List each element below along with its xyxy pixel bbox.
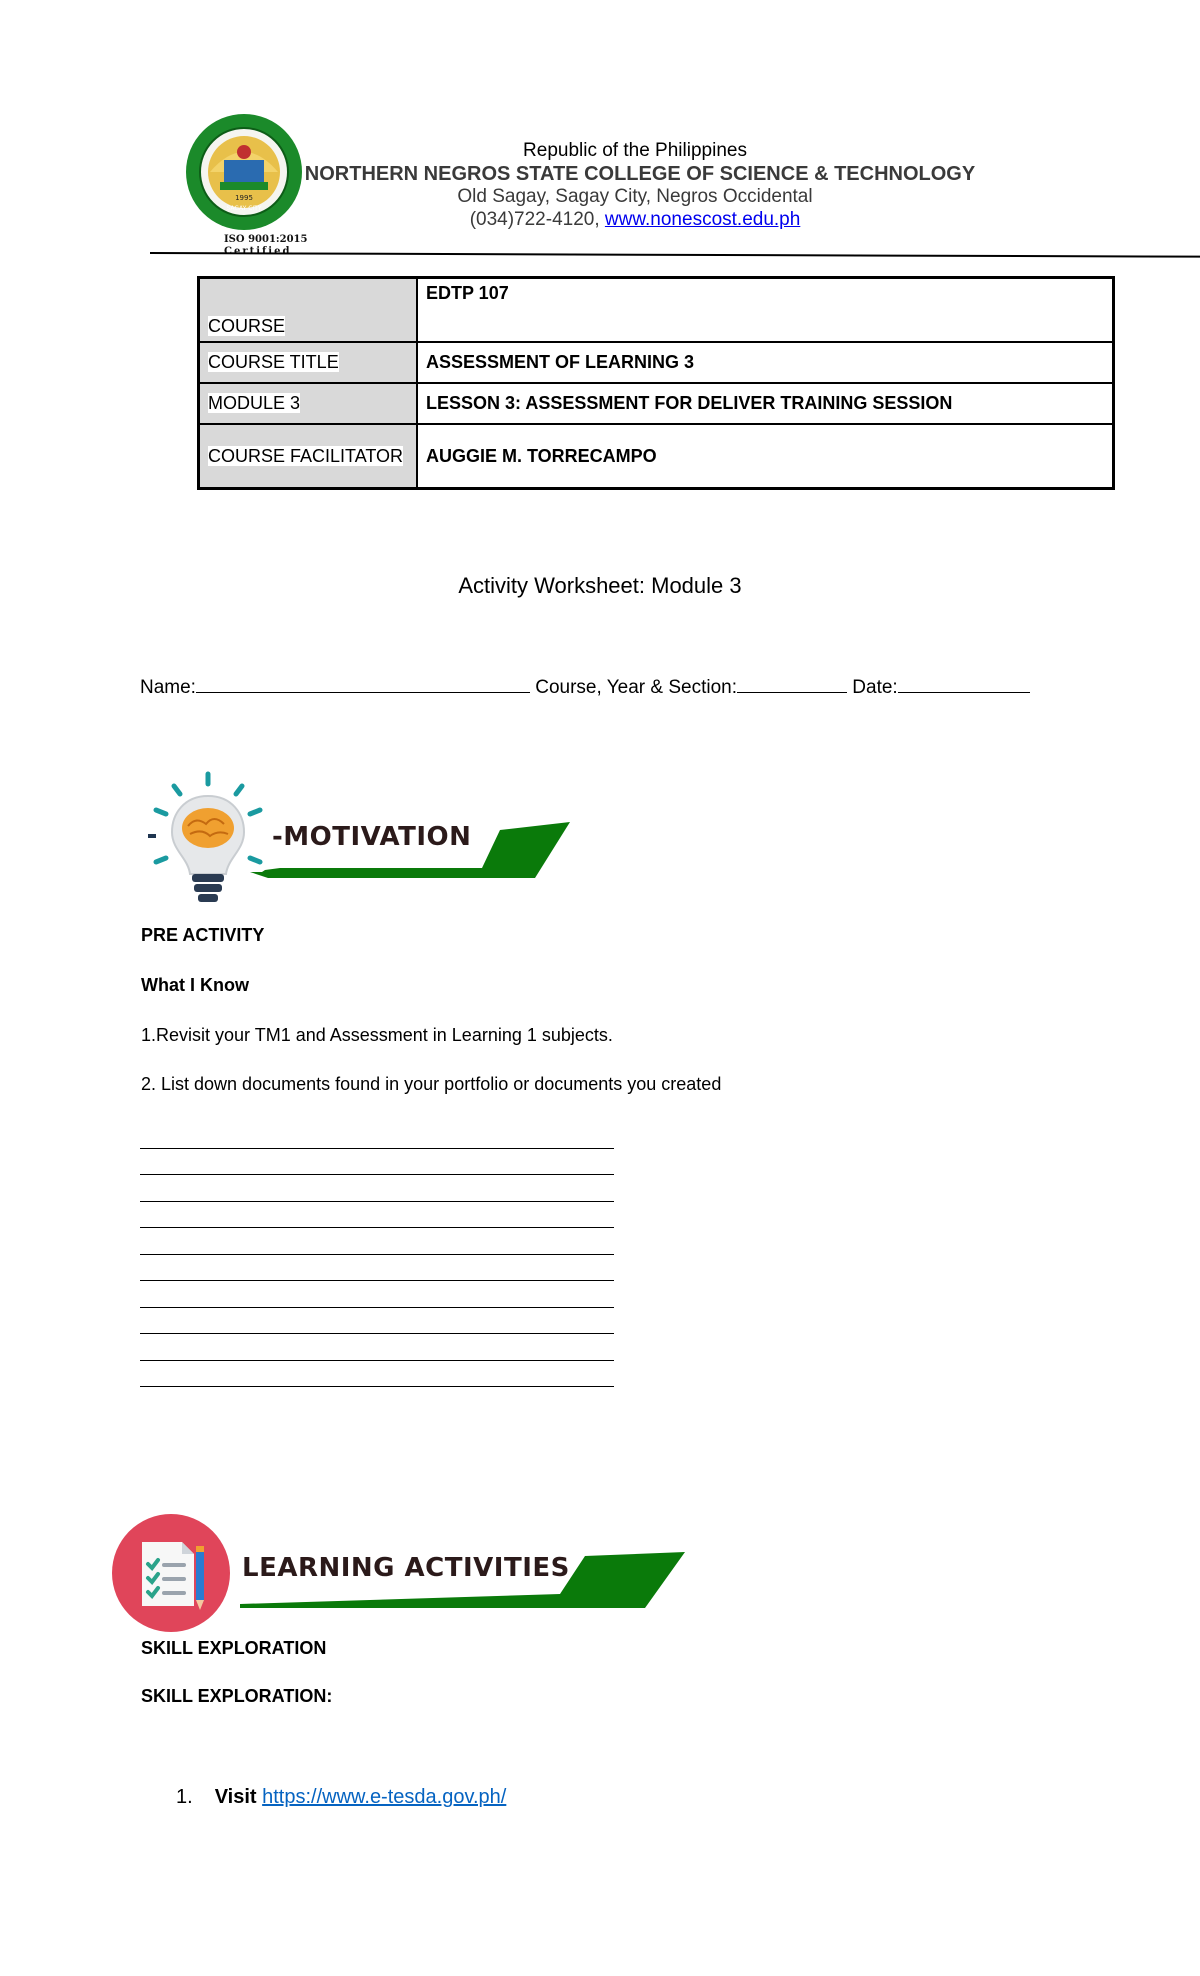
name-label: Name: xyxy=(140,677,196,698)
student-info-line xyxy=(140,674,1100,699)
iso-text: ISO 9001:2015 xyxy=(224,234,308,245)
skill-exploration-subheading: SKILL EXPLORATION: xyxy=(141,1686,333,1706)
college-address: Old Sagay, Sagay City, Negros Occidental xyxy=(457,186,813,207)
instruction-item-2: 2. List down documents found in your portfolio or documents you created xyxy=(141,1074,722,1094)
worksheet-title: Activity Worksheet: Module 3 xyxy=(458,573,742,598)
visit-word: Visit xyxy=(214,1786,257,1808)
seal-year: 1995 xyxy=(235,194,253,202)
course-value-cell: EDTP 107 xyxy=(417,278,1114,343)
date-field[interactable] xyxy=(898,674,1030,693)
answer-line[interactable] xyxy=(140,1334,614,1361)
course-title-value-cell: ASSESSMENT OF LEARNING 3 xyxy=(417,342,1114,383)
module-value-cell: LESSON 3: ASSESSMENT FOR DELIVER TRAINING SESSION xyxy=(417,383,1114,424)
skill-exploration-heading: SKILL EXPLORATION xyxy=(141,1638,327,1658)
lightbulb-brain-icon xyxy=(148,770,268,906)
table-row xyxy=(199,383,1114,424)
answer-line[interactable] xyxy=(140,1122,614,1149)
name-field[interactable] xyxy=(196,674,530,693)
answer-lines xyxy=(140,1122,614,1387)
answer-line[interactable] xyxy=(140,1255,614,1282)
seal-place: SAGAY CITY xyxy=(226,205,262,212)
republic-text: Republic of the Philippines xyxy=(523,140,747,161)
answer-line[interactable] xyxy=(140,1175,614,1202)
course-label-cell: COURSE xyxy=(199,278,418,343)
answer-line[interactable] xyxy=(140,1202,614,1229)
course-year-section-field[interactable] xyxy=(737,674,847,693)
course-title-label-cell: COURSE TITLE xyxy=(199,342,418,383)
facilitator-value-cell: AUGGIE M. TORRECAMPO xyxy=(417,424,1114,489)
date-label: Date: xyxy=(852,677,898,698)
course-info-table xyxy=(197,276,1115,490)
answer-line[interactable] xyxy=(140,1228,614,1255)
table-row xyxy=(199,342,1114,383)
checklist-clipboard-icon xyxy=(112,1514,230,1632)
phone-number: (034)722-4120, xyxy=(469,209,605,230)
answer-line[interactable] xyxy=(140,1281,614,1308)
what-i-know-heading: What I Know xyxy=(141,975,249,995)
answer-line[interactable] xyxy=(140,1361,614,1388)
facilitator-label-cell: COURSE FACILITATOR xyxy=(199,424,418,489)
college-contact xyxy=(430,209,840,231)
college-seal-icon xyxy=(180,112,308,258)
answer-line[interactable] xyxy=(140,1149,614,1176)
website-link[interactable]: www.nonescost.edu.ph xyxy=(604,209,801,230)
table-row xyxy=(199,424,1114,489)
table-row xyxy=(199,278,1114,343)
iso-certified: Certified xyxy=(224,246,292,257)
course-year-section-label: Course, Year & Section: xyxy=(535,677,737,698)
answer-line[interactable] xyxy=(140,1308,614,1335)
tesda-link[interactable]: https://www.e-tesda.gov.ph/ xyxy=(262,1786,507,1808)
learning-activities-heading: LEARNING ACTIVITIES xyxy=(242,1553,570,1583)
pre-activity-heading: PRE ACTIVITY xyxy=(141,925,265,945)
college-name: NORTHERN NEGROS STATE COLLEGE OF SCIENCE & TECHNOLOGY xyxy=(304,163,976,185)
motivation-heading: -MOTIVATION xyxy=(272,822,472,852)
list-number: 1. xyxy=(176,1786,193,1808)
module-label-cell: MODULE 3 xyxy=(199,383,418,424)
visit-list-item xyxy=(176,1786,506,1809)
instruction-item-1: 1.Revisit your TM1 and Assessment in Learning 1 subjects. xyxy=(141,1025,613,1045)
